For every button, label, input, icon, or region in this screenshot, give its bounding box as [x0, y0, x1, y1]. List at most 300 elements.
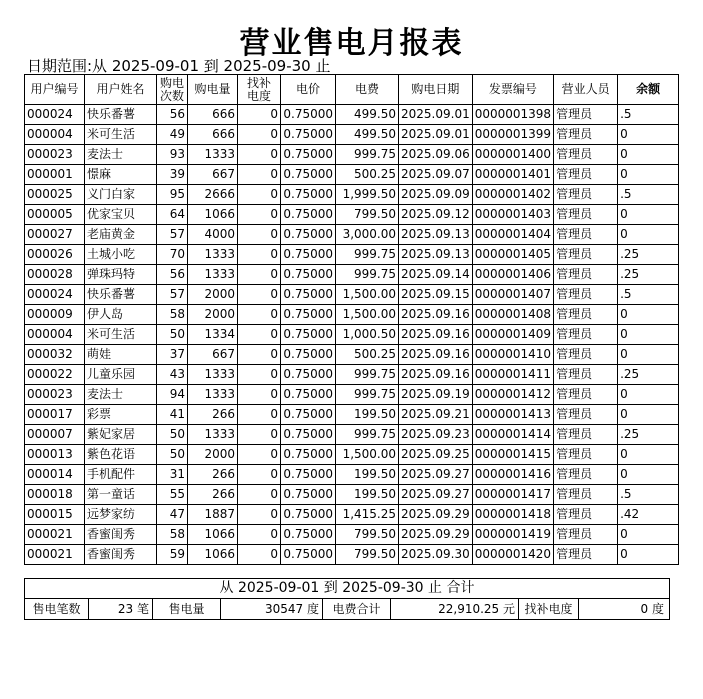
cell-user-name: 土城小吃	[85, 245, 157, 265]
cell-fee: 199.50	[336, 485, 399, 505]
cell-adjust-energy: 0	[238, 225, 281, 245]
cell-purchase-date: 2025.09.06	[399, 145, 473, 165]
table-row	[25, 425, 679, 445]
cell-invoice-no: 0000001419	[472, 525, 553, 545]
cell-invoice-no: 0000001416	[472, 465, 553, 485]
cell-purchase-count: 59	[157, 545, 188, 565]
cell-purchase-date: 2025.09.21	[399, 405, 473, 425]
cell-invoice-no: 0000001401	[472, 165, 553, 185]
cell-invoice-no: 0000001412	[472, 385, 553, 405]
cell-energy: 4000	[188, 225, 238, 245]
cell-purchase-date: 2025.09.12	[399, 205, 473, 225]
energy-value: 30547 度	[221, 599, 323, 619]
cell-price: 0.75000	[281, 105, 336, 125]
cell-balance: 0	[618, 525, 679, 545]
cell-energy: 266	[188, 485, 238, 505]
cell-user-id: 000022	[25, 365, 85, 385]
summary-title: 从 2025-09-01 到 2025-09-30 止 合计	[25, 579, 669, 599]
cell-energy: 666	[188, 105, 238, 125]
cell-operator: 管理员	[554, 365, 618, 385]
cell-purchase-count: 95	[157, 185, 188, 205]
table-row	[25, 125, 679, 145]
summary-box	[24, 578, 670, 620]
column-header: 用户姓名	[85, 75, 157, 105]
cell-purchase-date: 2025.09.01	[399, 105, 473, 125]
cell-energy: 1887	[188, 505, 238, 525]
cell-fee: 500.25	[336, 345, 399, 365]
cell-user-name: 麦法士	[85, 145, 157, 165]
cell-fee: 999.75	[336, 365, 399, 385]
cell-purchase-date: 2025.09.25	[399, 445, 473, 465]
cell-purchase-count: 43	[157, 365, 188, 385]
cell-operator: 管理员	[554, 225, 618, 245]
cell-price: 0.75000	[281, 465, 336, 485]
table-row	[25, 305, 679, 325]
cell-operator: 管理员	[554, 545, 618, 565]
cell-fee: 999.75	[336, 145, 399, 165]
cell-energy: 667	[188, 165, 238, 185]
cell-operator: 管理员	[554, 265, 618, 285]
cell-user-id: 000024	[25, 285, 85, 305]
table-row	[25, 465, 679, 485]
table-row	[25, 405, 679, 425]
cell-adjust-energy: 0	[238, 145, 281, 165]
column-header: 营业人员	[554, 75, 618, 105]
cell-balance: .25	[618, 245, 679, 265]
cell-user-name: 紫妃家居	[85, 425, 157, 445]
cell-fee: 3,000.00	[336, 225, 399, 245]
table-row	[25, 205, 679, 225]
cell-user-name: 优家宝贝	[85, 205, 157, 225]
cell-fee: 1,415.25	[336, 505, 399, 525]
table-row	[25, 545, 679, 565]
cell-purchase-count: 50	[157, 325, 188, 345]
cell-purchase-date: 2025.09.07	[399, 165, 473, 185]
cell-price: 0.75000	[281, 505, 336, 525]
table-row	[25, 245, 679, 265]
table-row	[25, 445, 679, 465]
cell-purchase-count: 49	[157, 125, 188, 145]
cell-adjust-energy: 0	[238, 325, 281, 345]
energy-label: 售电量	[153, 599, 221, 619]
cell-purchase-date: 2025.09.16	[399, 325, 473, 345]
cell-energy: 2000	[188, 445, 238, 465]
cell-purchase-count: 50	[157, 425, 188, 445]
cell-user-id: 000009	[25, 305, 85, 325]
cell-user-id: 000004	[25, 125, 85, 145]
cell-energy: 1333	[188, 365, 238, 385]
cell-user-name: 老庙黄金	[85, 225, 157, 245]
cell-invoice-no: 0000001398	[472, 105, 553, 125]
table-row	[25, 105, 679, 125]
cell-balance: .5	[618, 485, 679, 505]
date-range: 日期范围:从 2025-09-01 到 2025-09-30 止	[27, 57, 331, 75]
cell-fee: 799.50	[336, 545, 399, 565]
adjust-value: 0 度	[640, 602, 664, 616]
cell-operator: 管理员	[554, 245, 618, 265]
cell-user-name: 远梦家纺	[85, 505, 157, 525]
cell-operator: 管理员	[554, 425, 618, 445]
cell-energy: 1333	[188, 385, 238, 405]
column-header: 余额	[618, 75, 679, 105]
cell-fee: 999.75	[336, 245, 399, 265]
cell-price: 0.75000	[281, 165, 336, 185]
header-row	[25, 75, 679, 105]
cell-purchase-date: 2025.09.13	[399, 245, 473, 265]
cell-operator: 管理员	[554, 205, 618, 225]
cell-user-name: 儿童乐园	[85, 365, 157, 385]
table-body	[25, 105, 679, 565]
cell-purchase-count: 70	[157, 245, 188, 265]
cell-energy: 1333	[188, 245, 238, 265]
cell-user-name: 香蜜闺秀	[85, 525, 157, 545]
cell-fee: 999.75	[336, 385, 399, 405]
cell-fee: 500.25	[336, 165, 399, 185]
cell-energy: 266	[188, 465, 238, 485]
cell-adjust-energy: 0	[238, 345, 281, 365]
cell-fee: 1,000.50	[336, 325, 399, 345]
cell-purchase-count: 58	[157, 305, 188, 325]
cell-purchase-count: 58	[157, 525, 188, 545]
cell-operator: 管理员	[554, 485, 618, 505]
cell-purchase-date: 2025.09.01	[399, 125, 473, 145]
cell-balance: 0	[618, 445, 679, 465]
cell-operator: 管理员	[554, 305, 618, 325]
cell-invoice-no: 0000001410	[472, 345, 553, 365]
cell-purchase-date: 2025.09.16	[399, 305, 473, 325]
cell-user-name: 弹珠玛特	[85, 265, 157, 285]
count-label: 售电笔数	[25, 599, 89, 619]
cell-balance: .5	[618, 285, 679, 305]
cell-purchase-count: 64	[157, 205, 188, 225]
cell-balance: 0	[618, 205, 679, 225]
cell-user-name: 紫色花语	[85, 445, 157, 465]
cell-price: 0.75000	[281, 525, 336, 545]
cell-user-id: 000014	[25, 465, 85, 485]
cell-operator: 管理员	[554, 145, 618, 165]
cell-price: 0.75000	[281, 285, 336, 305]
cell-purchase-date: 2025.09.19	[399, 385, 473, 405]
cell-energy: 1333	[188, 265, 238, 285]
cell-purchase-count: 56	[157, 265, 188, 285]
table-row	[25, 365, 679, 385]
cell-purchase-count: 47	[157, 505, 188, 525]
column-header: 电价	[281, 75, 336, 105]
summary-row	[25, 599, 669, 619]
cell-price: 0.75000	[281, 145, 336, 165]
cell-energy: 266	[188, 405, 238, 425]
cell-adjust-energy: 0	[238, 245, 281, 265]
cell-user-name: 憬麻	[85, 165, 157, 185]
cell-price: 0.75000	[281, 185, 336, 205]
cell-purchase-count: 57	[157, 225, 188, 245]
cell-fee: 999.75	[336, 425, 399, 445]
table-row	[25, 165, 679, 185]
cell-user-name: 伊人岛	[85, 305, 157, 325]
cell-invoice-no: 0000001415	[472, 445, 553, 465]
cell-balance: 0	[618, 325, 679, 345]
cell-user-id: 000021	[25, 545, 85, 565]
cell-operator: 管理员	[554, 325, 618, 345]
cell-invoice-no: 0000001407	[472, 285, 553, 305]
table-row	[25, 485, 679, 505]
cell-invoice-no: 0000001403	[472, 205, 553, 225]
cell-energy: 2000	[188, 305, 238, 325]
adjust-label: 找补电度	[519, 599, 579, 619]
cell-purchase-count: 50	[157, 445, 188, 465]
cell-user-id: 000005	[25, 205, 85, 225]
cell-invoice-no: 0000001414	[472, 425, 553, 445]
cell-user-id: 000023	[25, 385, 85, 405]
cell-invoice-no: 0000001411	[472, 365, 553, 385]
table-row	[25, 185, 679, 205]
cell-energy: 667	[188, 345, 238, 365]
cell-fee: 999.75	[336, 265, 399, 285]
cell-price: 0.75000	[281, 445, 336, 465]
cell-fee: 499.50	[336, 105, 399, 125]
cell-user-id: 000007	[25, 425, 85, 445]
cell-purchase-count: 55	[157, 485, 188, 505]
cell-purchase-date: 2025.09.15	[399, 285, 473, 305]
cell-purchase-date: 2025.09.27	[399, 465, 473, 485]
cell-purchase-count: 41	[157, 405, 188, 425]
cell-energy: 1066	[188, 545, 238, 565]
cell-user-id: 000026	[25, 245, 85, 265]
cell-price: 0.75000	[281, 225, 336, 245]
table-row	[25, 385, 679, 405]
cell-purchase-date: 2025.09.13	[399, 225, 473, 245]
cell-adjust-energy: 0	[238, 205, 281, 225]
cell-adjust-energy: 0	[238, 265, 281, 285]
cell-price: 0.75000	[281, 545, 336, 565]
cell-invoice-no: 0000001418	[472, 505, 553, 525]
cell-user-name: 快乐番薯	[85, 105, 157, 125]
cell-adjust-energy: 0	[238, 305, 281, 325]
cell-balance: 0	[618, 305, 679, 325]
cell-operator: 管理员	[554, 185, 618, 205]
cell-operator: 管理员	[554, 385, 618, 405]
cell-energy: 1066	[188, 205, 238, 225]
cell-price: 0.75000	[281, 265, 336, 285]
cell-user-name: 米可生活	[85, 125, 157, 145]
cell-fee: 1,500.00	[336, 285, 399, 305]
cell-price: 0.75000	[281, 405, 336, 425]
cell-operator: 管理员	[554, 345, 618, 365]
cell-operator: 管理员	[554, 445, 618, 465]
cell-adjust-energy: 0	[238, 125, 281, 145]
cell-adjust-energy: 0	[238, 485, 281, 505]
cell-balance: 0	[618, 145, 679, 165]
cell-user-name: 手机配件	[85, 465, 157, 485]
cell-energy: 2000	[188, 285, 238, 305]
cell-invoice-no: 0000001402	[472, 185, 553, 205]
cell-adjust-energy: 0	[238, 405, 281, 425]
cell-fee: 499.50	[336, 125, 399, 145]
cell-user-name: 义门白家	[85, 185, 157, 205]
cell-price: 0.75000	[281, 385, 336, 405]
cell-price: 0.75000	[281, 325, 336, 345]
table-row	[25, 145, 679, 165]
cell-balance: .42	[618, 505, 679, 525]
cell-adjust-energy: 0	[238, 185, 281, 205]
cell-purchase-count: 94	[157, 385, 188, 405]
cell-invoice-no: 0000001413	[472, 405, 553, 425]
cell-fee: 199.50	[336, 465, 399, 485]
cell-price: 0.75000	[281, 305, 336, 325]
cell-operator: 管理员	[554, 285, 618, 305]
cell-purchase-count: 93	[157, 145, 188, 165]
cell-user-id: 000028	[25, 265, 85, 285]
cell-adjust-energy: 0	[238, 545, 281, 565]
table-row	[25, 285, 679, 305]
cell-user-name: 萌娃	[85, 345, 157, 365]
cell-purchase-date: 2025.09.30	[399, 545, 473, 565]
cell-invoice-no: 0000001399	[472, 125, 553, 145]
cell-user-id: 000032	[25, 345, 85, 365]
cell-price: 0.75000	[281, 345, 336, 365]
cell-balance: 0	[618, 125, 679, 145]
cell-user-id: 000001	[25, 165, 85, 185]
column-header: 用户编号	[25, 75, 85, 105]
cell-energy: 2666	[188, 185, 238, 205]
fee-value: 22,910.25 元	[391, 599, 519, 619]
cell-user-id: 000013	[25, 445, 85, 465]
cell-purchase-date: 2025.09.27	[399, 485, 473, 505]
table-row	[25, 505, 679, 525]
cell-operator: 管理员	[554, 465, 618, 485]
cell-price: 0.75000	[281, 485, 336, 505]
cell-purchase-count: 39	[157, 165, 188, 185]
cell-user-id: 000025	[25, 185, 85, 205]
cell-purchase-date: 2025.09.16	[399, 345, 473, 365]
cell-user-id: 000017	[25, 405, 85, 425]
cell-adjust-energy: 0	[238, 425, 281, 445]
cell-invoice-no: 0000001408	[472, 305, 553, 325]
cell-adjust-energy: 0	[238, 285, 281, 305]
report-title: 营业售电月报表	[239, 26, 464, 61]
cell-operator: 管理员	[554, 405, 618, 425]
cell-fee: 799.50	[336, 525, 399, 545]
cell-user-name: 快乐番薯	[85, 285, 157, 305]
cell-balance: 0	[618, 545, 679, 565]
cell-user-name: 香蜜闺秀	[85, 545, 157, 565]
column-header: 发票编号	[472, 75, 553, 105]
cell-purchase-date: 2025.09.16	[399, 365, 473, 385]
cell-operator: 管理员	[554, 505, 618, 525]
cell-user-name: 第一童话	[85, 485, 157, 505]
cell-energy: 1333	[188, 145, 238, 165]
cell-price: 0.75000	[281, 205, 336, 225]
cell-purchase-count: 57	[157, 285, 188, 305]
cell-adjust-energy: 0	[238, 505, 281, 525]
cell-invoice-no: 0000001409	[472, 325, 553, 345]
fee-label: 电费合计	[323, 599, 391, 619]
cell-user-id: 000015	[25, 505, 85, 525]
cell-adjust-energy: 0	[238, 365, 281, 385]
cell-invoice-no: 0000001406	[472, 265, 553, 285]
cell-fee: 1,500.00	[336, 445, 399, 465]
cell-purchase-date: 2025.09.23	[399, 425, 473, 445]
cell-user-name: 彩票	[85, 405, 157, 425]
cell-balance: 0	[618, 165, 679, 185]
cell-fee: 799.50	[336, 205, 399, 225]
cell-energy: 1334	[188, 325, 238, 345]
cell-balance: 0	[618, 465, 679, 485]
cell-adjust-energy: 0	[238, 105, 281, 125]
cell-energy: 1066	[188, 525, 238, 545]
column-header: 购电 次数	[157, 75, 188, 105]
cell-operator: 管理员	[554, 125, 618, 145]
cell-purchase-date: 2025.09.29	[399, 505, 473, 525]
cell-invoice-no: 0000001417	[472, 485, 553, 505]
table-row	[25, 225, 679, 245]
cell-fee: 199.50	[336, 405, 399, 425]
column-header: 购电量	[188, 75, 238, 105]
cell-user-id: 000024	[25, 105, 85, 125]
cell-user-name: 米可生活	[85, 325, 157, 345]
column-header: 找补 电度	[238, 75, 281, 105]
cell-balance: 0	[618, 405, 679, 425]
cell-operator: 管理员	[554, 165, 618, 185]
cell-price: 0.75000	[281, 365, 336, 385]
cell-user-id: 000004	[25, 325, 85, 345]
cell-operator: 管理员	[554, 525, 618, 545]
cell-balance: .5	[618, 105, 679, 125]
cell-price: 0.75000	[281, 245, 336, 265]
cell-purchase-date: 2025.09.09	[399, 185, 473, 205]
cell-energy: 666	[188, 125, 238, 145]
cell-balance: .25	[618, 265, 679, 285]
cell-adjust-energy: 0	[238, 525, 281, 545]
cell-purchase-date: 2025.09.14	[399, 265, 473, 285]
table-row	[25, 265, 679, 285]
cell-user-id: 000018	[25, 485, 85, 505]
cell-invoice-no: 0000001400	[472, 145, 553, 165]
cell-operator: 管理员	[554, 105, 618, 125]
cell-purchase-count: 37	[157, 345, 188, 365]
cell-price: 0.75000	[281, 425, 336, 445]
cell-user-id: 000027	[25, 225, 85, 245]
cell-purchase-date: 2025.09.29	[399, 525, 473, 545]
cell-energy: 1333	[188, 425, 238, 445]
sales-table	[24, 74, 679, 565]
cell-invoice-no: 0000001405	[472, 245, 553, 265]
cell-balance: 0	[618, 345, 679, 365]
table-row	[25, 325, 679, 345]
count-value: 23 笔	[89, 599, 153, 619]
cell-balance: .5	[618, 185, 679, 205]
cell-user-name: 麦法士	[85, 385, 157, 405]
cell-balance: .25	[618, 365, 679, 385]
cell-user-id: 000021	[25, 525, 85, 545]
table-row	[25, 345, 679, 365]
cell-adjust-energy: 0	[238, 465, 281, 485]
cell-balance: 0	[618, 225, 679, 245]
cell-balance: 0	[618, 385, 679, 405]
column-header: 电费	[336, 75, 399, 105]
cell-adjust-energy: 0	[238, 165, 281, 185]
cell-fee: 1,500.00	[336, 305, 399, 325]
cell-invoice-no: 0000001404	[472, 225, 553, 245]
cell-price: 0.75000	[281, 125, 336, 145]
cell-user-id: 000023	[25, 145, 85, 165]
cell-fee: 1,999.50	[336, 185, 399, 205]
cell-purchase-count: 31	[157, 465, 188, 485]
cell-invoice-no: 0000001420	[472, 545, 553, 565]
cell-balance: .25	[618, 425, 679, 445]
cell-adjust-energy: 0	[238, 445, 281, 465]
column-header: 购电日期	[399, 75, 473, 105]
